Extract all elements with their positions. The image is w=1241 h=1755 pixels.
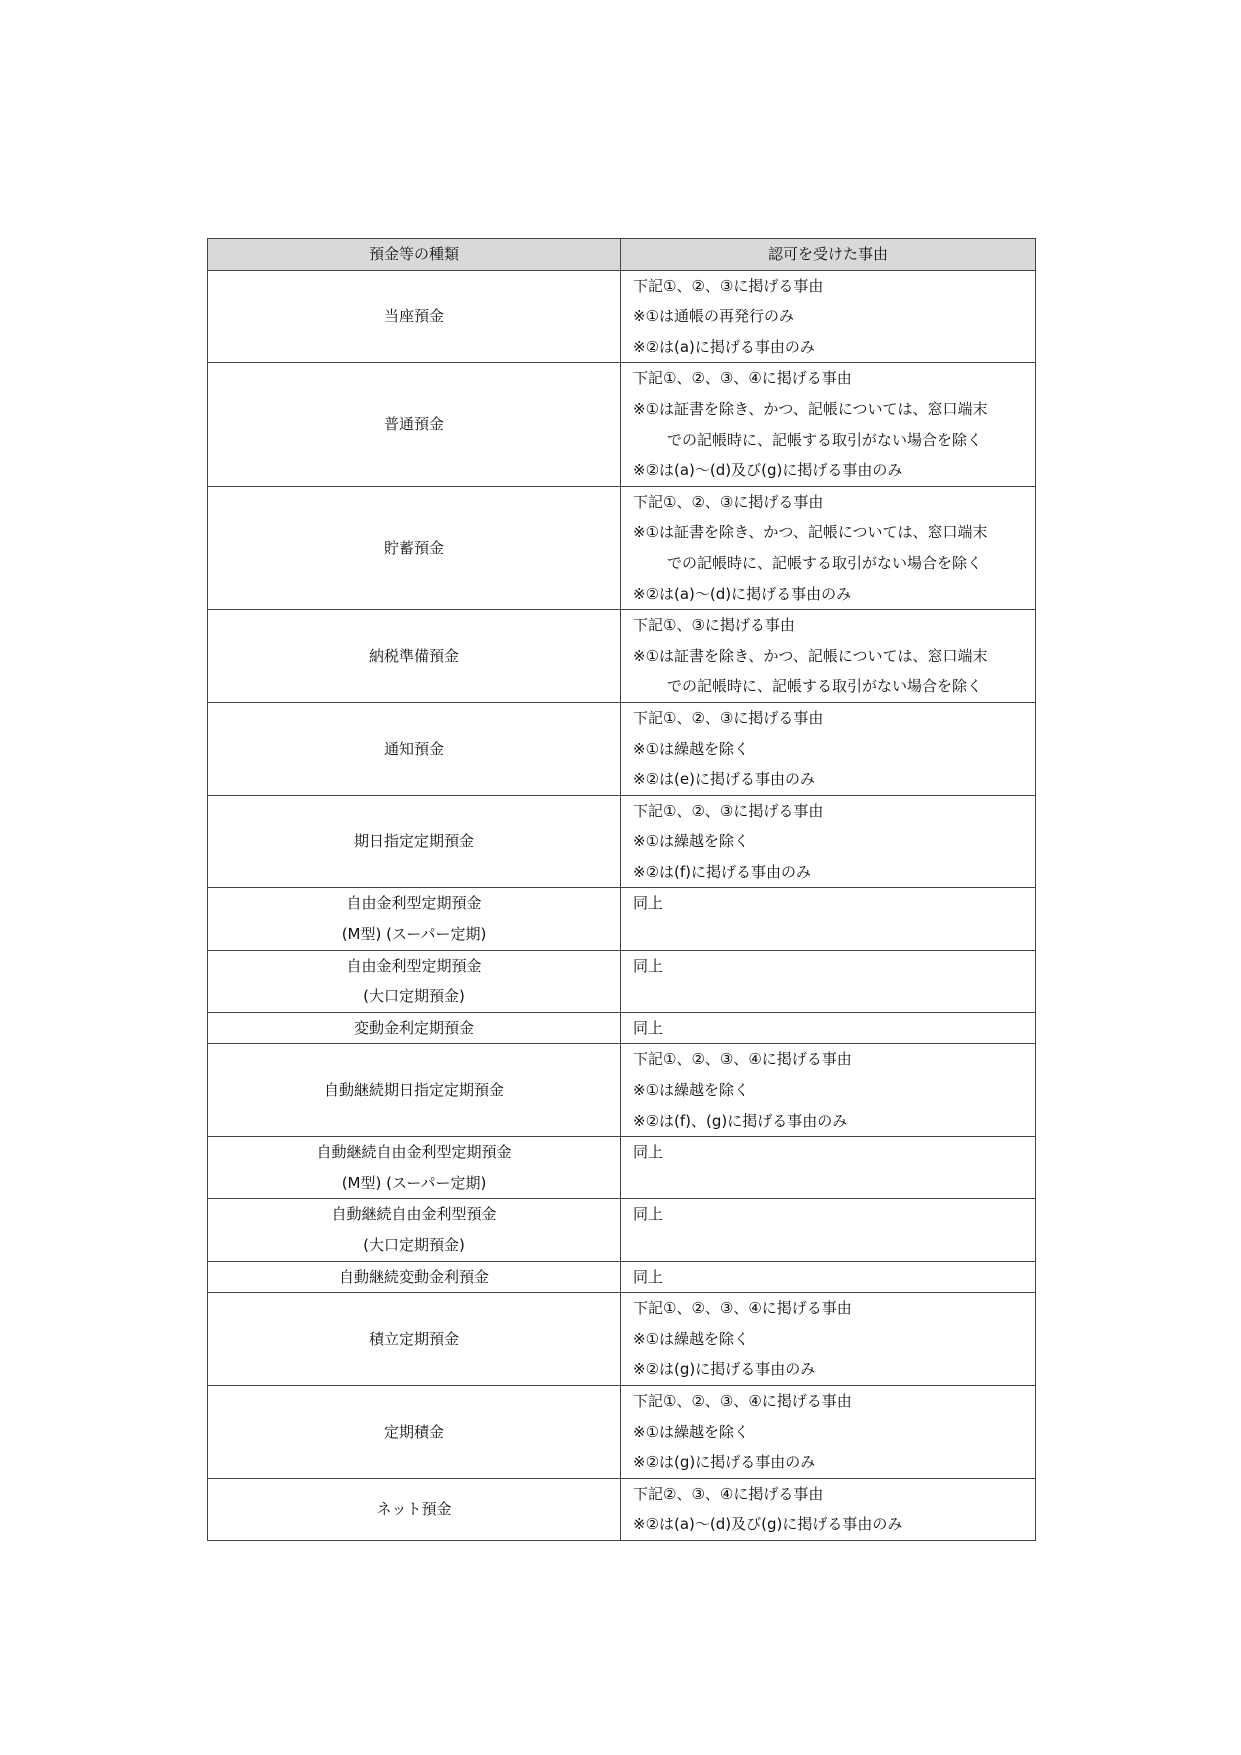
deposit-type-cell [208,1012,621,1044]
reason-text-line: ※②は(a)に掲げる事由のみ [633,337,815,356]
table-row [208,1199,1036,1261]
reason-text-line: ※①は繰越を除く [633,739,750,758]
reason-text-line: 下記②、③、④に掲げる事由 [633,1484,824,1503]
deposit-type-text: 自由金利型定期預金 [346,894,482,913]
reason-text-line: 下記①、②、③、④に掲げる事由 [633,369,852,388]
deposit-type-cell [208,1044,621,1137]
table-row [208,795,1036,888]
reason-text-line: 下記①、②、③に掲げる事由 [633,801,824,820]
deposit-type-cell [208,702,621,795]
approved-reason-cell [621,610,1036,703]
approved-reason-cell [621,1012,1036,1044]
reason-text-line: ※①は通帳の再発行のみ [633,307,795,326]
approved-reason-cell [621,1478,1036,1540]
table-body [208,270,1036,1540]
table-row [208,363,1036,486]
approved-reason-cell [621,1137,1036,1199]
approved-reason-cell [621,795,1036,888]
reason-text-line: 同上 [633,894,664,913]
reason-text-line: ※①は繰越を除く [633,832,750,851]
approved-reason-cell [621,1261,1036,1293]
approved-reason-cell [621,486,1036,609]
reason-text-line: 下記①、②、③に掲げる事由 [633,492,824,511]
table-row [208,486,1036,609]
deposit-type-text: 当座預金 [383,307,444,326]
deposit-type-text: 変動金利定期預金 [353,1018,474,1037]
reason-text-line: 同上 [633,1205,664,1224]
approved-reason-cell [621,1293,1036,1386]
deposit-type-text: 貯蓄預金 [383,538,444,557]
deposit-type-text: ネット預金 [376,1500,452,1519]
deposit-type-cell [208,1199,621,1261]
deposit-type-text: 積立定期預金 [368,1329,459,1348]
reason-text-line: ※②は(a)～(d)に掲げる事由のみ [633,584,852,603]
reason-text-line: 下記①、②、③に掲げる事由 [633,276,824,295]
deposit-type-text: 普通預金 [383,415,444,434]
reason-text-line: ※②は(a)～(d)及び(g)に掲げる事由のみ [633,461,903,480]
deposit-type-text: (大口定期預金) [363,987,465,1006]
table-row [208,1044,1036,1137]
deposit-reasons-table [207,238,1036,1541]
table-row [208,270,1036,363]
deposit-type-cell [208,1137,621,1199]
reason-text-line: ※②は(f)、(g)に掲げる事由のみ [633,1111,848,1130]
approved-reason-cell [621,702,1036,795]
reason-text-line: 下記①、②、③、④に掲げる事由 [633,1299,852,1318]
table-row [208,1293,1036,1386]
deposit-type-text: 通知預金 [383,739,444,758]
reason-text-line: ※①は繰越を除く [633,1422,750,1441]
table-row [208,1261,1036,1293]
deposit-type-text: (大口定期預金) [363,1236,465,1254]
column-header-approved-reason: 認可を受けた事由 [621,239,1036,271]
table-header-row [208,239,1036,271]
approved-reason-cell [621,1044,1036,1137]
deposit-type-cell [208,888,621,950]
table-row [208,1478,1036,1540]
deposit-type-text: 自動継続自由金利型預金 [331,1205,497,1224]
reason-text-line: ※②は(g)に掲げる事由のみ [633,1453,816,1472]
approved-reason-cell [621,950,1036,1012]
deposit-type-cell [208,1261,621,1293]
reason-text-line: ※②は(a)～(d)及び(g)に掲げる事由のみ [633,1515,903,1534]
reason-text-line: 同上 [633,1267,664,1286]
reason-text-line: 下記①、②、③に掲げる事由 [633,708,824,727]
approved-reason-cell [621,1199,1036,1261]
deposit-type-cell [208,1478,621,1540]
deposit-type-text: 納税準備預金 [368,646,459,665]
table-row [208,1385,1036,1478]
reason-text-line: ※①は繰越を除く [633,1081,750,1100]
reason-text-line: ※②は(e)に掲げる事由のみ [633,770,815,789]
reason-text-line: での記帳時に、記帳する取引がない場合を除く [667,553,983,572]
reason-text-line: 下記①、③に掲げる事由 [633,616,795,635]
reason-text-line: ※①は繰越を除く [633,1329,750,1348]
table-row [208,1137,1036,1199]
deposit-type-text: (M型) (スーパー定期) [341,1173,487,1192]
reason-text-line: ※①は証書を除き、かつ、記帳については、窓口端末 [633,646,988,665]
deposit-type-text: 自由金利型定期預金 [346,956,482,975]
deposit-type-cell [208,1385,621,1478]
approved-reason-cell [621,270,1036,363]
reason-text-line: 同上 [633,1143,664,1162]
approved-reason-cell [621,888,1036,950]
approved-reason-cell [621,1385,1036,1478]
deposit-type-text: 自動継続自由金利型定期預金 [316,1143,512,1162]
reason-text-line: での記帳時に、記帳する取引がない場合を除く [667,430,983,449]
reason-text-line: ※①は証書を除き、かつ、記帳については、窓口端末 [633,523,988,542]
table-row [208,888,1036,950]
column-header-deposit-type: 預金等の種類 [208,239,621,271]
deposit-type-text: 期日指定定期預金 [353,832,474,851]
deposit-type-cell [208,950,621,1012]
reason-text-line: 下記①、②、③、④に掲げる事由 [633,1050,852,1069]
deposit-type-cell [208,270,621,363]
table-row [208,950,1036,1012]
table-row [208,1012,1036,1044]
deposit-type-cell [208,363,621,486]
reason-text-line: での記帳時に、記帳する取引がない場合を除く [667,677,983,696]
reason-text-line: ※②は(f)に掲げる事由のみ [633,862,812,881]
table-row [208,610,1036,703]
approved-reason-cell [621,363,1036,486]
deposit-type-text: (M型) (スーパー定期) [341,925,487,944]
reason-text-line: ※①は証書を除き、かつ、記帳については、窓口端末 [633,399,988,418]
reason-text-line: 同上 [633,956,664,975]
reason-text-line: ※②は(g)に掲げる事由のみ [633,1360,816,1379]
deposit-type-cell [208,486,621,609]
deposit-type-cell [208,1293,621,1386]
deposit-type-cell [208,795,621,888]
deposit-type-text: 定期積金 [383,1422,444,1441]
reason-text-line: 同上 [633,1018,664,1037]
reason-text-line: 下記①、②、③、④に掲げる事由 [633,1391,852,1410]
deposit-type-text: 自動継続期日指定定期預金 [323,1081,504,1100]
deposit-type-text: 自動継続変動金利預金 [338,1267,489,1286]
deposit-type-cell [208,610,621,703]
table-row [208,702,1036,795]
